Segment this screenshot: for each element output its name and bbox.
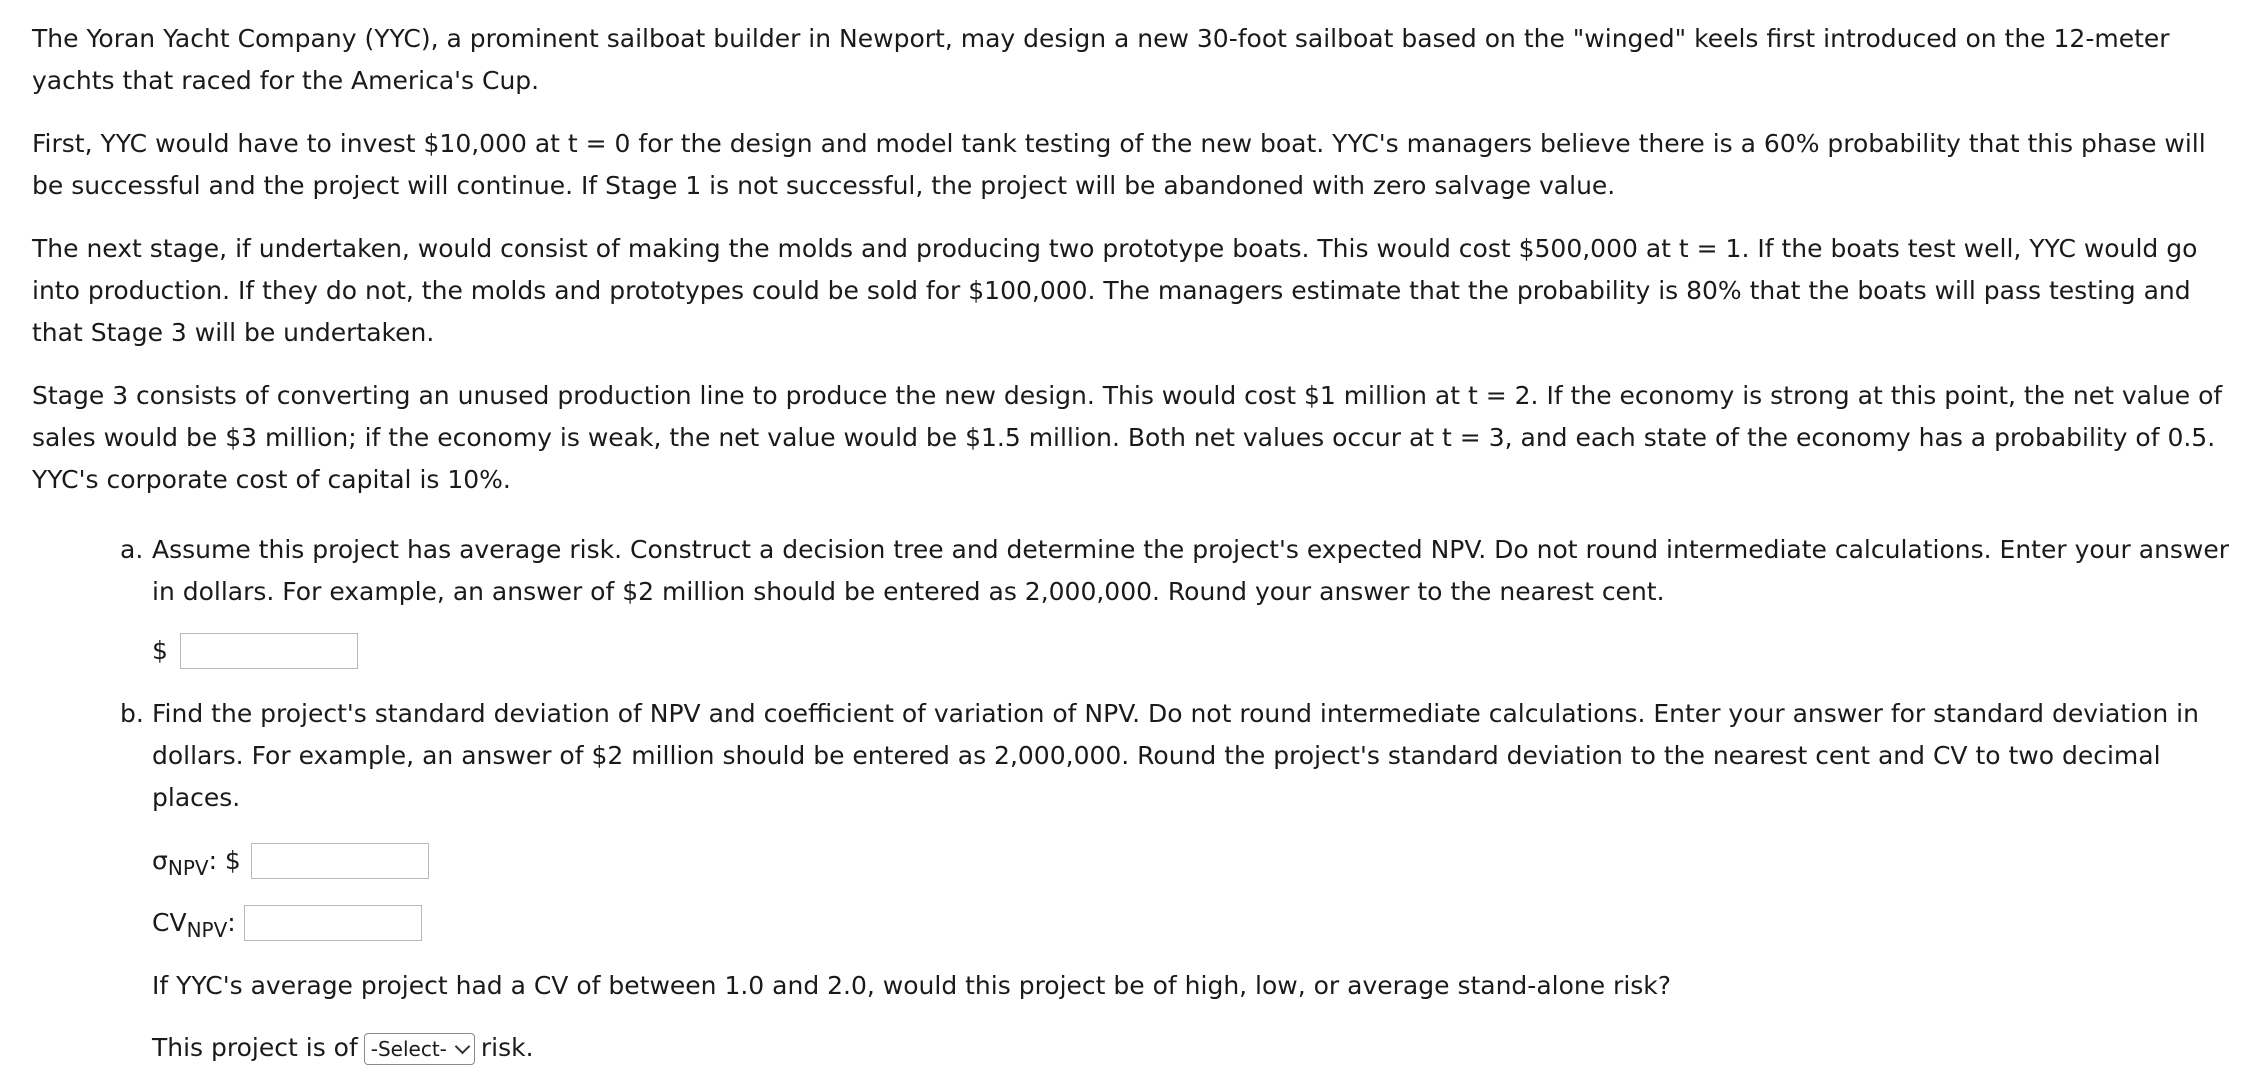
- sigma-npv-row: [152, 841, 2234, 881]
- cv-npv-input[interactable]: [244, 905, 422, 941]
- risk-question: If YYC's average project had a CV of between 1.0 and 2.0, would this project be of high, low, or average stand-alone risk?: [152, 971, 1672, 1000]
- intro-paragraph-3: The next stage, if undertaken, would consist of making the molds and producing two prototype boats. This would cost $500,000 at t = 1. If the boats test well, YYC would go into production. If they do not, the molds and prototypes could be sold for $100,000. The managers estimate that the probability is 80% that the boats will pass testing and that Stage 3 will be undertaken.: [32, 234, 2198, 347]
- risk-select[interactable]: [364, 1033, 475, 1065]
- question-b-letter: b.: [120, 699, 144, 728]
- question-a: [120, 529, 2234, 671]
- sigma-npv-label: [152, 840, 241, 883]
- cv-npv-label: [152, 902, 236, 945]
- risk-select-value: -Select-: [370, 1037, 447, 1061]
- intro-paragraph-4: Stage 3 consists of converting an unused production line to produce the new design. This would cost $1 million at t = 2. If the economy is strong at this point, the net value of sales would be $3 million; if the economy is weak, the net value would be $1.5 million. Both net values occur at t = 3, and each state of the economy has a probability of 0.5. YYC's corporate cost of capital is 10%.: [32, 381, 2223, 494]
- dollar-sign: $: [152, 636, 168, 665]
- risk-answer-row: [152, 1027, 2234, 1069]
- sigma-suffix: : $: [208, 845, 241, 875]
- chevron-down-icon: [455, 1038, 471, 1054]
- question-a-letter: a.: [120, 535, 144, 564]
- question-b-text: Find the project's standard deviation of NPV and coefficient of variation of NPV. Do not round intermediate calculations. Enter your answer for standard deviation in dollars. For example, an answer of $2 million should be entered as 2,000,000. Round the project's standard deviation to the nearest cent and CV to two decimal places.: [152, 699, 2199, 812]
- risk-suffix: risk.: [480, 1033, 534, 1062]
- cv-npv-row: [152, 903, 2234, 943]
- intro-paragraph-2: First, YYC would have to invest $10,000 at t = 0 for the design and model tank testing of the new boat. YYC's managers believe there is a 60% probability that this phase will be successful and the project will continue. If Stage 1 is not successful, the project will be abandoned with zero salvage value.: [32, 129, 2206, 200]
- question-a-text: Assume this project has average risk. Construct a decision tree and determine the project's expected NPV. Do not round intermediate calculations. Enter your answer in dollars. For example, an answer of $2 million should be entered as 2,000,000. Round your answer to the nearest cent.: [152, 535, 2230, 606]
- sigma-subscript: NPV: [167, 855, 209, 880]
- sigma-symbol: σ: [152, 845, 168, 875]
- cv-suffix: :: [227, 907, 236, 937]
- question-b: [120, 693, 2234, 1069]
- intro-paragraph-1: The Yoran Yacht Company (YYC), a prominent sailboat builder in Newport, may design a new 30-foot sailboat based on the "winged" keels first introduced on the 12-meter yachts that raced for the America's Cup.: [32, 24, 2170, 95]
- cv-subscript: NPV: [186, 917, 228, 942]
- cv-symbol: CV: [152, 907, 187, 937]
- risk-prefix: This project is of: [152, 1033, 358, 1062]
- sigma-npv-input[interactable]: [251, 843, 429, 879]
- expected-npv-input[interactable]: [180, 633, 358, 669]
- expected-npv-row: [152, 631, 2234, 671]
